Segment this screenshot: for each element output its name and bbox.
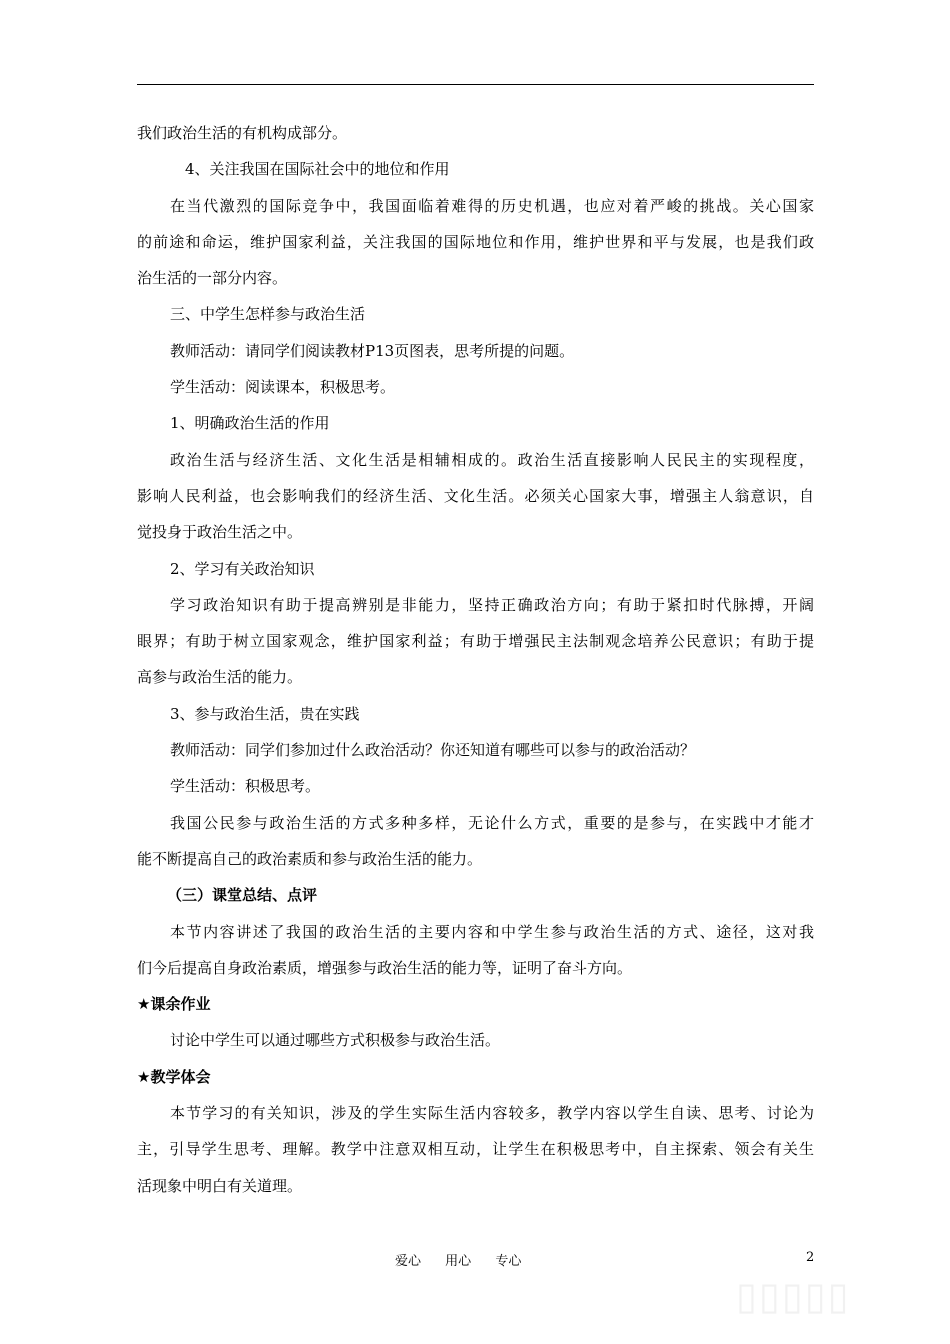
footer-motto: [395, 1250, 541, 1269]
document-body: [137, 123, 814, 1212]
summary-heading: （三）课堂总结、点评: [167, 886, 318, 905]
homework-heading: ★课余作业: [137, 995, 211, 1014]
motto-word: 专心: [495, 1254, 522, 1269]
section-heading: 三、中学生怎样参与政治生活: [170, 305, 366, 324]
paragraph-line: 政治生活与经济生活、文化生活是相辅相成的。政治生活直接影响人民民主的实现程度，: [170, 450, 814, 469]
watermark-logo: ▯▯▯▯▯: [736, 1274, 851, 1318]
paragraph-line: 在当代激烈的国际竞争中，我国面临着难得的历史机遇，也应对着严峻的挑战。关心国家: [170, 196, 814, 215]
paragraph-line: 讨论中学生可以通过哪些方式积极参与政治生活。: [170, 1031, 501, 1050]
section-heading: 1、明确政治生活的作用: [170, 414, 330, 433]
paragraph-line: 学习政治知识有助于提高辨别是非能力，坚持正确政治方向；有助于紧扣时代脉搏，开阔: [170, 595, 814, 614]
motto-word: 用心: [445, 1254, 472, 1269]
paragraph-line: 觉投身于政治生活之中。: [137, 523, 303, 542]
section-heading: 2、学习有关政治知识: [170, 559, 315, 578]
paragraph-line: 教师活动：同学们参加过什么政治活动？你还知道有哪些可以参与的政治活动？: [170, 741, 696, 760]
paragraph-line: 眼界；有助于树立国家观念，维护国家利益；有助于增强民主法制观念培养公民意识；有助于提: [137, 632, 814, 651]
paragraph-line: 本节内容讲述了我国的政治生活的主要内容和中学生参与政治生活的方式、途径，这对我: [170, 922, 814, 941]
paragraph-line: 影响人民利益，也会影响我们的经济生活、文化生活。必须关心国家大事，增强主人翁意识，自: [137, 486, 814, 505]
paragraph-line: 学生活动：积极思考。: [170, 777, 321, 796]
section-heading: 4、关注我国在国际社会中的地位和作用: [185, 160, 450, 179]
paragraph-line: 的前途和命运，维护国家利益，关注我国的国际地位和作用，维护世界和平与发展，也是我们政: [137, 232, 814, 251]
paragraph-line: 本节学习的有关知识，涉及的学生实际生活内容较多，教学内容以学生自读、思考、讨论为: [170, 1104, 814, 1123]
paragraph-line: 高参与政治生活的能力。: [137, 668, 303, 687]
motto-word: 爱心: [395, 1254, 422, 1269]
paragraph-line: 治生活的一部分内容。: [137, 269, 288, 288]
section-heading: 3、参与政治生活，贵在实践: [170, 704, 360, 723]
paragraph-line: 们今后提高自身政治素质，增强参与政治生活的能力等，证明了奋斗方向。: [137, 958, 633, 977]
paragraph-line: 主，引导学生思考、理解。教学中注意双相互动，让学生在积极思考中，自主探索、领会有关生: [137, 1140, 814, 1159]
paragraph-line: 教师活动：请同学们阅读教材P13页图表，思考所提的问题。: [170, 341, 575, 360]
paragraph-line: 我国公民参与政治生活的方式多种多样，无论什么方式，重要的是参与，在实践中才能才: [170, 813, 814, 832]
page-number: 2: [806, 1250, 815, 1265]
paragraph-line: 活现象中明白有关道理。: [137, 1176, 303, 1195]
paragraph-line: 能不断提高自己的政治素质和参与政治生活的能力。: [137, 849, 483, 868]
header-rule: [137, 84, 814, 85]
paragraph-line: 我们政治生活的有机构成部分。: [137, 124, 348, 142]
paragraph-line: 学生活动：阅读课本，积极思考。: [170, 378, 396, 397]
reflection-heading: ★教学体会: [137, 1067, 211, 1086]
